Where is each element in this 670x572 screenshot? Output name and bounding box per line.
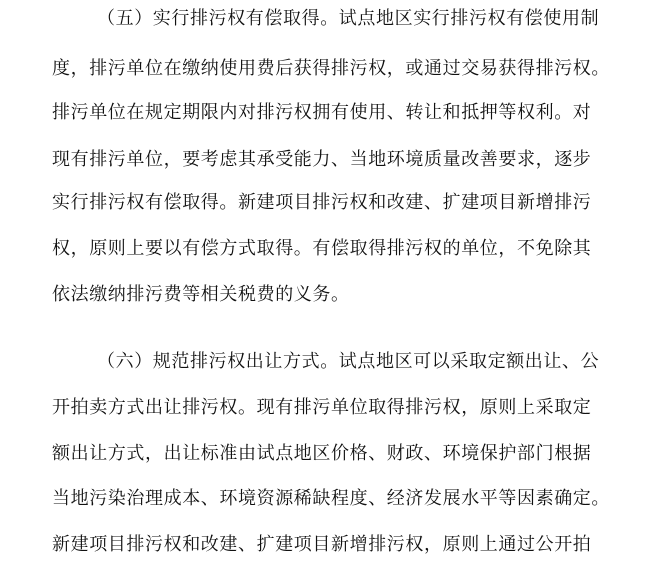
text-line: 排污单位在规定期限内对排污权拥有使用、转让和抵押等权利。对 [52,102,592,123]
text-line: （六）规范排污权出让方式。试点地区可以采取定额出让、公 [97,351,600,372]
text-line: 依法缴纳排污费等相关税费的义务。 [52,284,350,305]
text-line: 新建项目排污权和改建、扩建项目新增排污权，原则上通过公开拍 [52,534,592,555]
text-line: 度，排污单位在缴纳使用费后获得排污权，或通过交易获得排污权。 [52,58,610,79]
text-line: 权，原则上要以有偿方式取得。有偿取得排污权的单位，不免除其 [52,238,592,259]
text-line: （五）实行排污权有偿取得。试点地区实行排污权有偿使用制 [97,8,600,29]
text-line: 额出让方式，出让标准由试点地区价格、财政、环境保护部门根据 [52,443,592,464]
text-line: 实行排污权有偿取得。新建项目排污权和改建、扩建项目新增排污 [52,192,592,213]
text-line: 开拍卖方式出让排污权。现有排污单位取得排污权，原则上采取定 [52,397,592,418]
text-line: 当地污染治理成本、环境资源稀缺程度、经济发展水平等因素确定。 [52,488,610,509]
text-line: 现有排污单位，要考虑其承受能力、当地环境质量改善要求，逐步 [52,149,592,170]
